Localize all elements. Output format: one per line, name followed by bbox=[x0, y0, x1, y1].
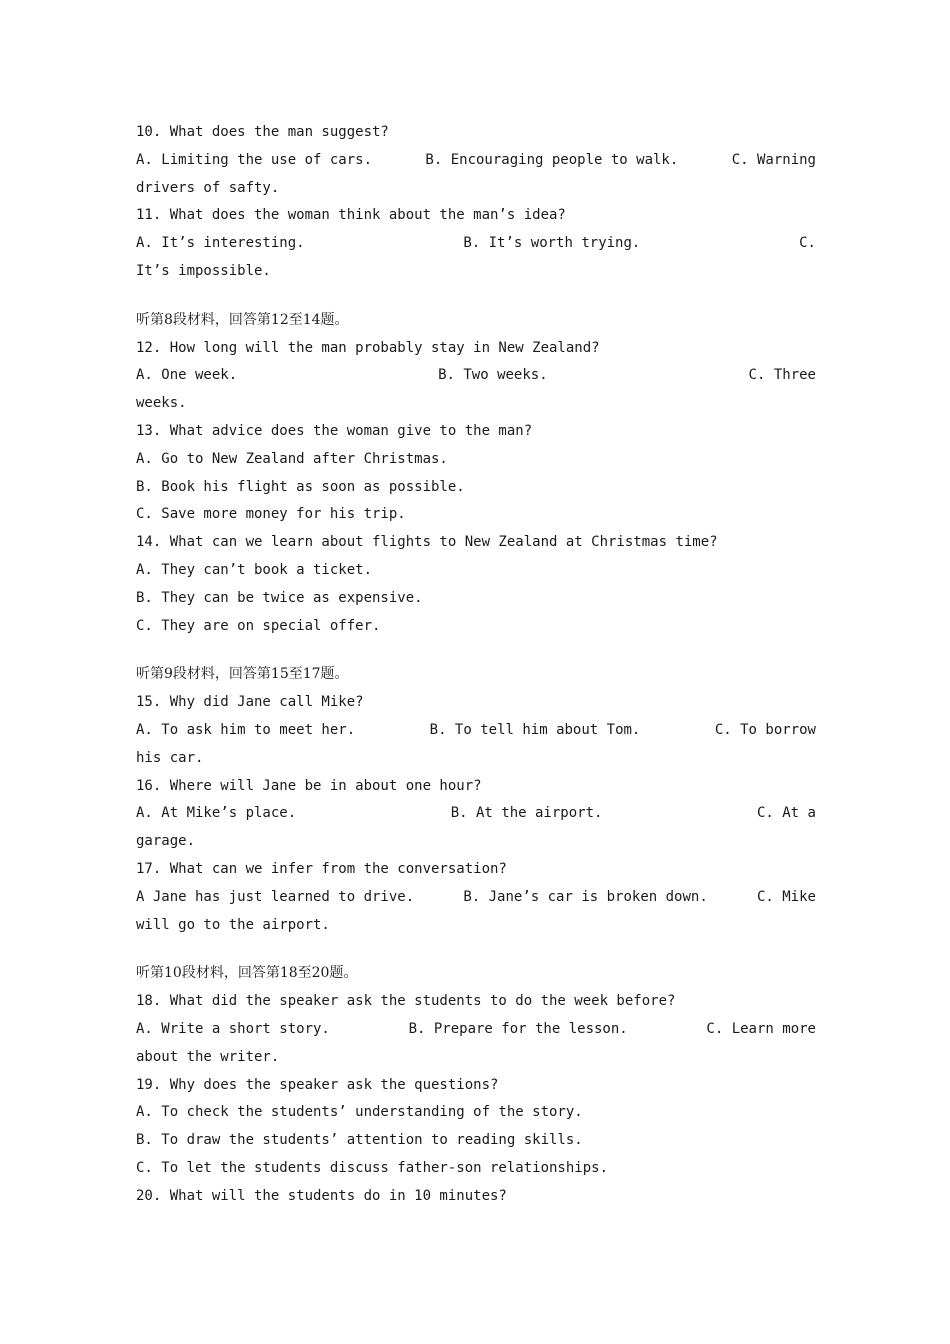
options-row bbox=[136, 717, 816, 745]
option-continuation: garage. bbox=[136, 833, 196, 850]
question-text: 19. Why does the speaker ask the questions? bbox=[136, 1076, 499, 1093]
option-b: B. Jane’s car is broken down. bbox=[463, 888, 708, 905]
option-continuation: about the writer. bbox=[136, 1048, 280, 1065]
option-a: A. To ask him to meet her. bbox=[136, 721, 356, 738]
question-text: 20. What will the students do in 10 minutes? bbox=[136, 1187, 507, 1204]
question-14 bbox=[136, 529, 816, 640]
section-heading-9: 听第9段材料，回答第15至17题。 bbox=[136, 666, 349, 683]
option-a: A. To check the students’ understanding of the story. bbox=[136, 1104, 583, 1121]
option-b: B. To tell him about Tom. bbox=[429, 721, 641, 738]
options-row bbox=[136, 800, 816, 828]
option-continuation: drivers of safty. bbox=[136, 179, 280, 196]
option-c: C. Mike bbox=[756, 888, 816, 905]
option-continuation: his car. bbox=[136, 749, 204, 766]
question-text: 15. Why did Jane call Mike? bbox=[136, 694, 364, 711]
option-continuation: will go to the airport. bbox=[136, 916, 330, 933]
options-row bbox=[136, 362, 816, 390]
option-c: C. To borrow bbox=[714, 721, 816, 738]
option-b: B. To draw the students’ attention to reading skills. bbox=[136, 1132, 583, 1149]
question-16 bbox=[136, 773, 816, 856]
question-20 bbox=[136, 1183, 816, 1211]
question-text: 14. What can we learn about flights to New Zealand at Christmas time? bbox=[136, 534, 718, 551]
question-text: 13. What advice does the woman give to the man? bbox=[136, 422, 533, 439]
option-a: A. It’s interesting. bbox=[136, 235, 305, 252]
option-a: A. One week. bbox=[136, 367, 238, 384]
question-17 bbox=[136, 856, 816, 939]
option-c: C. Three bbox=[748, 367, 816, 384]
question-12 bbox=[136, 335, 816, 418]
options-row bbox=[136, 884, 816, 912]
question-10 bbox=[136, 119, 816, 202]
question-text: 11. What does the woman think about the man’s idea? bbox=[136, 207, 566, 224]
option-a: A. They can’t book a ticket. bbox=[136, 561, 373, 578]
section-heading-10: 听第10段材料，回答第18至20题。 bbox=[136, 965, 358, 982]
option-continuation: weeks. bbox=[136, 395, 187, 412]
option-c: C. Save more money for his trip. bbox=[136, 506, 406, 523]
question-text: 16. Where will Jane be in about one hour? bbox=[136, 777, 482, 794]
question-13 bbox=[136, 418, 816, 529]
option-c: C. bbox=[799, 235, 816, 252]
option-c: C. To let the students discuss father-son relationships. bbox=[136, 1159, 609, 1176]
option-a: A. Write a short story. bbox=[136, 1020, 330, 1037]
option-b: B. At the airport. bbox=[450, 805, 603, 822]
option-b: B. Book his flight as soon as possible. bbox=[136, 478, 465, 495]
option-a: A Jane has just learned to drive. bbox=[136, 888, 415, 905]
options-row bbox=[136, 147, 816, 175]
option-a: A. Limiting the use of cars. bbox=[136, 151, 373, 168]
section-heading-8: 听第8段材料，回答第12至14题。 bbox=[136, 311, 349, 328]
option-a: A. Go to New Zealand after Christmas. bbox=[136, 450, 448, 467]
option-b: B. They can be twice as expensive. bbox=[136, 589, 423, 606]
option-c: C. At a bbox=[756, 805, 816, 822]
option-b: B. Encouraging people to walk. bbox=[425, 151, 679, 168]
option-c: C. They are on special offer. bbox=[136, 617, 381, 634]
option-a: A. At Mike’s place. bbox=[136, 805, 297, 822]
option-b: B. Two weeks. bbox=[438, 367, 548, 384]
question-text: 17. What can we infer from the conversation? bbox=[136, 860, 507, 877]
option-b: B. Prepare for the lesson. bbox=[408, 1020, 628, 1037]
options-row bbox=[136, 1016, 816, 1044]
question-text: 12. How long will the man probably stay in New Zealand? bbox=[136, 339, 600, 356]
question-text: 18. What did the speaker ask the students to do the week before? bbox=[136, 993, 676, 1010]
options-row bbox=[136, 230, 816, 258]
option-b: B. It’s worth trying. bbox=[463, 235, 641, 252]
question-15 bbox=[136, 689, 816, 772]
exam-page bbox=[136, 119, 816, 1210]
option-c: C. Warning bbox=[731, 151, 816, 168]
question-11 bbox=[136, 202, 816, 285]
question-18 bbox=[136, 988, 816, 1071]
question-text: 10. What does the man suggest? bbox=[136, 124, 389, 140]
option-continuation: It’s impossible. bbox=[136, 262, 271, 279]
option-c: C. Learn more bbox=[706, 1020, 816, 1037]
question-19 bbox=[136, 1072, 816, 1183]
